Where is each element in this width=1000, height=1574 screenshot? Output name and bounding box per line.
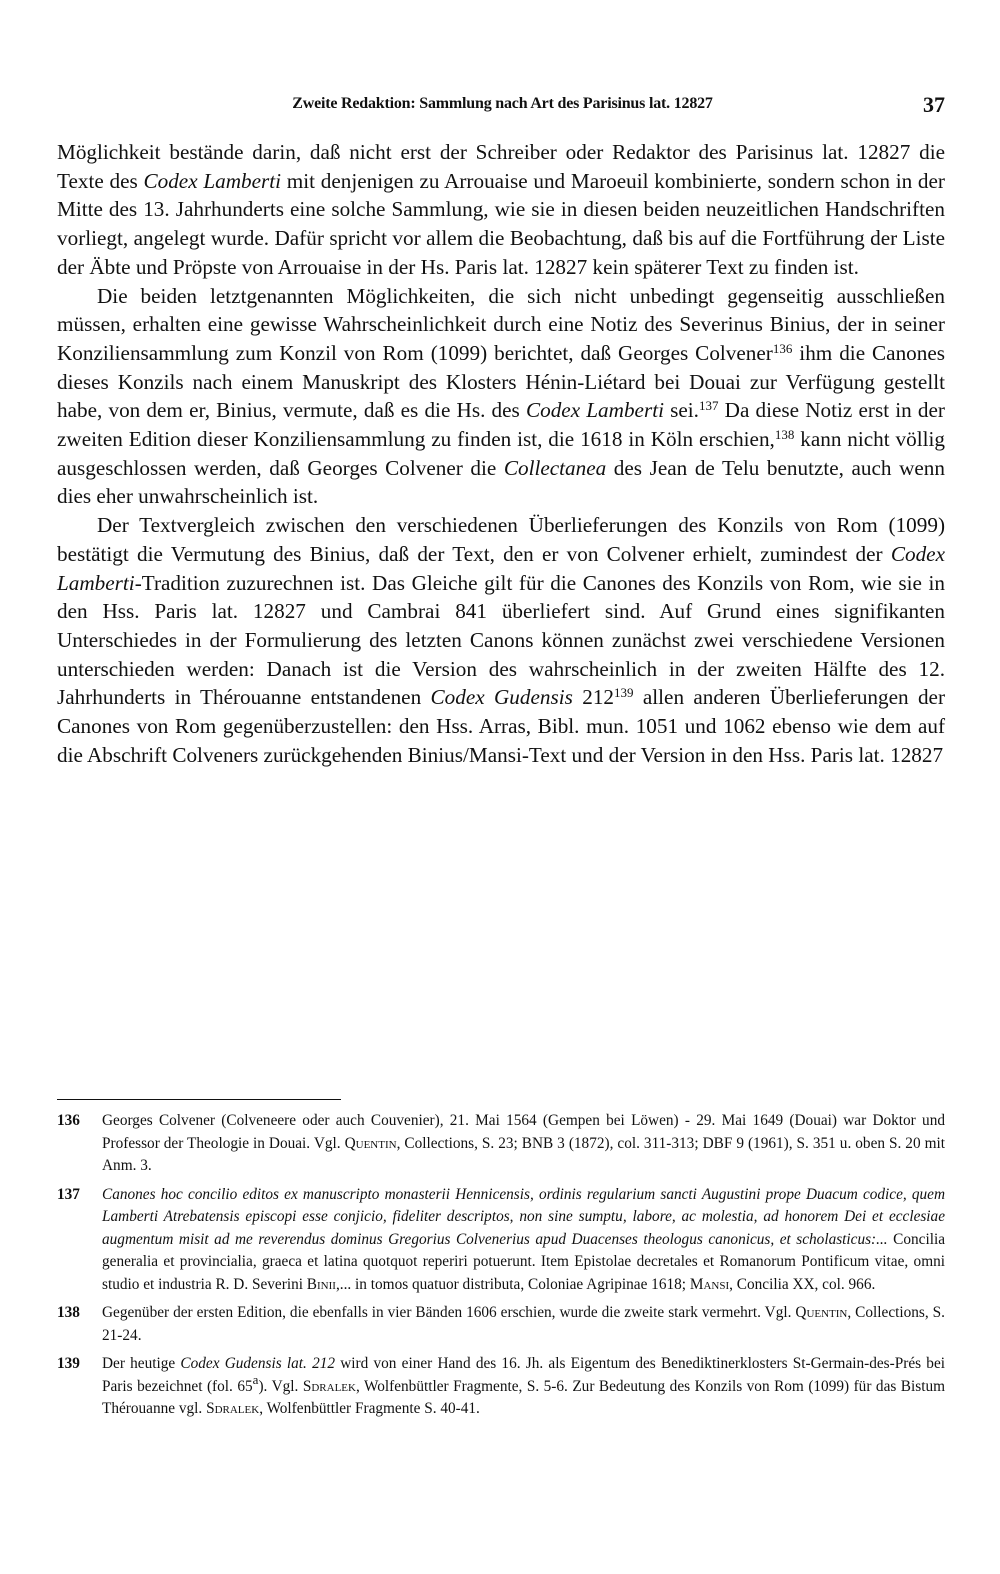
text-run: Der Textvergleich zwischen den verschiedenen Überlieferungen des Konzils von Rom (1099) bestätigt die Vermutung des Binius, daß der Text, den er von Colvener erhielt, zumindest der	[57, 513, 945, 566]
italic-title: Codex Lamberti	[57, 541, 945, 595]
text-run: , Collections, S. 21-24.	[102, 1304, 945, 1344]
text-run: des Jean de Telu benutzte, auch wenn dies eher unwahrscheinlich ist.	[57, 455, 945, 509]
footnote-separator	[57, 1099, 341, 1100]
text-run: , Concilia XX, col. 966.	[729, 1275, 876, 1293]
latin-quote: Canones hoc concilio editos ex manuscripto monasterii Hennicensis, ordinis regularium sancti Augustini prope Duacum codice, quem Lamberti Atrebatensis episcopi esse conjicio, fideliter descriptos, non sine sumptu, labore, ac molestia, ad honorem Dei et ecclesiae augmentum misit ad me reverendus dominus Gregorius Colvenerius apud Duacenses theologus canonicus, et scholasticus:...	[102, 1185, 945, 1248]
footnote-ref-137[interactable]: 137	[698, 398, 719, 414]
italic-title: Collectanea	[503, 455, 607, 480]
text-run: Möglichkeit bestände darin, daß nicht erst der Schreiber oder Redaktor des Parisinus lat. 12827 die Texte des	[57, 140, 945, 193]
running-head	[60, 92, 945, 120]
main-text	[57, 138, 945, 769]
text-run: ). Vgl.	[258, 1377, 303, 1395]
italic-title: Codex Gudensis	[430, 685, 573, 710]
italic-title: Codex Lamberti	[525, 398, 664, 423]
footnote-ref-138[interactable]: 138	[774, 426, 795, 442]
author-name: Mansi	[689, 1275, 730, 1293]
author-name: Quentin	[795, 1304, 848, 1321]
text-run: , Wolfenbüttler Fragmente S. 40-41.	[259, 1400, 480, 1417]
author-name: Sdralek	[206, 1400, 260, 1417]
footnote-137	[57, 1184, 945, 1297]
paragraph-3	[57, 511, 945, 769]
footnote-ref-139[interactable]: 139	[614, 685, 634, 701]
footnote-136	[57, 1110, 945, 1178]
text-run: -Tradition zuzurechnen ist. Das Gleiche gilt für die Canones des Konzils von Rom, wie sie in den Hss. Paris lat. 12827 und Cambrai 841 überliefert sind. Auf Grund eines signifikanten Unterschiedes in der Formulierung des letzten Canons können zunächst zwei verschiedene Versionen unterschieden werden: Danach ist die Version des wahrscheinlich in der zweiten Hälfte des 12. Jahrhunderts in Thérouanne entstandenen	[57, 570, 945, 710]
author-name: Quentin	[344, 1134, 397, 1152]
footnote-number: 139	[57, 1355, 80, 1372]
text-run: sei.	[663, 398, 699, 423]
footnote-138	[57, 1302, 945, 1347]
italic-title: Codex Lamberti	[143, 168, 282, 193]
footnote-ref-136[interactable]: 136	[772, 340, 793, 356]
paragraph-2	[57, 282, 945, 512]
text-run: allen anderen Überlieferungen der Canones von Rom gegenüberzustellen: den Hss. Arras, Bibl. mun. 1051 und 1062 ebenso wie dem auf die Abschrift Colveners zurückgehenden Binius/Mansi-Text und der Version in den Hss. Paris lat. 12827	[57, 685, 945, 767]
running-title: Zweite Redaktion: Sammlung nach Art des Parisinus lat. 12827	[292, 95, 713, 112]
superscript: a	[252, 1371, 259, 1387]
italic-title: Codex Gudensis lat. 212	[180, 1355, 336, 1372]
footnote-number: 136	[57, 1112, 80, 1129]
footnotes	[57, 1110, 945, 1427]
text-run: , Wolfenbüttler Fragmente, S. 5-6. Zur Bedeutung des Konzils von Rom (1099) für das Bistum Thérouanne vgl.	[102, 1377, 946, 1417]
text-run: ihm die Canones dieses Konzils nach einem Manuskript des Klosters Hénin-Liétard bei Douai zur Verfügung gestellt habe, von dem er, Binius, vermute, daß es die Hs. des	[57, 340, 946, 423]
text-run: mit denjenigen zu Arrouaise und Maroeuil kombinierte, sondern schon in der Mitte des 13. Jahrhunderts eine solche Sammlung, wie sie in diesen beiden neuzeitlichen Handschriften vorliegt, angelegt wurde. Dafür spricht vor allem die Beobachtung, daß bis auf die Fortführung der Liste der Äbte und Pröpste von Arrouaise in der Hs. Paris lat. 12827 kein späterer Text zu finden ist.	[57, 168, 945, 279]
text-run: Die beiden letztgenannten Möglichkeiten, die sich nicht unbedingt gegenseitig ausschließen müssen, erhalten eine gewisse Wahrscheinlichkeit durch eine Notiz des Severinus Binius, der in seiner Konziliensammlung zum Konzil von Rom (1099) berichtet, daß Georges Colvener	[57, 283, 945, 365]
text-run: Concilia generalia et provincialia, graeca et latina quotquot reperiri potuerunt. Item Epistolae decretales et Romanorum Pontificum vitae, omni studio et industria R. D. Severini	[102, 1230, 945, 1293]
text-run: Der heutige	[102, 1355, 181, 1372]
author-name: Binii	[306, 1275, 336, 1293]
footnote-139	[57, 1353, 945, 1421]
text-run: wird von einer Hand des 16. Jh. als Eigentum des Benediktinerklosters St-Germain-des-Prés bei Paris bezeichnet (fol. 65	[102, 1355, 945, 1395]
text-run: kann nicht völlig ausgeschlossen werden, daß Georges Colvener die	[57, 427, 945, 480]
footnote-number: 138	[57, 1304, 80, 1321]
text-run: Georges Colvener (Colveneere oder auch Couvenier), 21. Mai 1564 (Gempen bei Löwen) - 29. Mai 1649 (Douai) war Doktor und Professor der Theologie in Douai. Vgl.	[102, 1112, 945, 1152]
author-name: Sdralek	[302, 1377, 356, 1395]
text-run: Da diese Notiz erst in der zweiten Edition dieser Konziliensammlung zu finden ist, die 1618 in Köln erschien,	[57, 398, 945, 452]
text-run: , Collections, S. 23; BNB 3 (1872), col. 311-313; DBF 9 (1961), S. 351 u. oben S. 20 mit Anm. 3.	[102, 1134, 945, 1174]
text-run: Gegenüber der ersten Edition, die ebenfalls in vier Bänden 1606 erschien, wurde die zweite stark vermehrt. Vgl.	[102, 1304, 796, 1321]
footnote-number: 137	[57, 1185, 80, 1203]
paragraph-1	[57, 138, 945, 282]
text-run: 212	[572, 685, 615, 710]
text-run: ,... in tomos quatuor distributa, Coloniae Agripinae 1618;	[335, 1275, 690, 1293]
page-number: 37	[923, 92, 945, 117]
